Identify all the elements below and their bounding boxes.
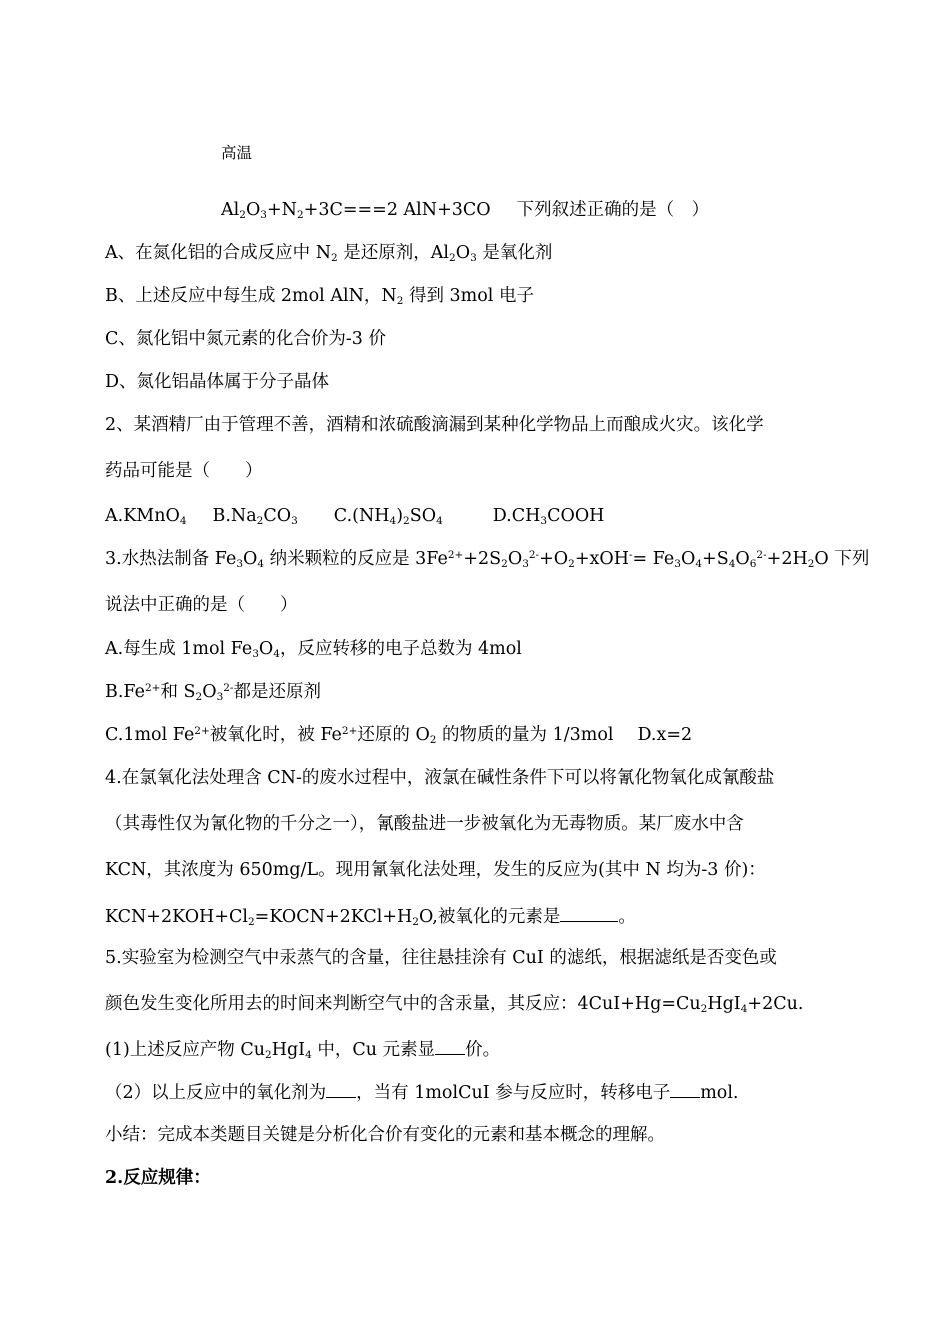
summary-note: 小结：完成本类题目关键是分析化合价有变化的元素和基本概念的理解。 (105, 1125, 665, 1145)
q3-option-d: D.x=2 (637, 725, 693, 745)
q1-option-c: C、氮化铝中氮元素的化合价为-3 价 (105, 329, 386, 349)
q3-option-a: A.每生成 1mol $Fe_3O_4$，反应转移的电子总数为 4mol (105, 639, 522, 660)
q3-options-cd (105, 723, 692, 747)
q2-option-d: $D.CH_3COOH$ (492, 506, 605, 527)
q2-option-c: $C.(NH_4)_2SO_4$ (333, 506, 443, 527)
answer-blank (670, 1079, 700, 1098)
q3-option-b: $B.Fe^{2+}$和 $S_2O_3^{2-}$都是还原剂 (105, 682, 321, 703)
q5-line2: 颜色发生变化所用去的时间来判断空气中的含汞量，其反应：$4CuI+Hg=Cu_2HgI_4+2Cu$. (105, 994, 804, 1015)
q1-option-b: B、上述反应中每生成 2mol AlN，$N_2$ 得到 3mol 电子 (105, 286, 534, 307)
section-heading: 2.反应规律： (105, 1168, 211, 1188)
q3-stem-line2: 说法中正确的是（ ） (105, 595, 298, 615)
reaction-condition-note: 高温 (221, 144, 253, 162)
answer-blank (560, 903, 618, 922)
answer-blank (326, 1079, 356, 1098)
q4-line4: $KCN+2KOH+Cl_2=KOCN+2KCl+H_2O$,被氧化的元素是 。 (105, 903, 636, 929)
q5-part1: (1)上述反应产物 $Cu_2HgI_4$ 中，Cu 元素显 价。 (105, 1036, 500, 1062)
q1-option-a: A、在氮化铝的合成反应中 $N_2$ 是还原剂，$Al_2O_3$ 是氧化剂 (105, 243, 553, 264)
q2-option-b: $B.Na_2CO_3$ (212, 506, 298, 527)
reaction-equation: $Al_2O_3+N_2+3C===2$ AlN+3CO 下列叙述正确的是（ ） (221, 200, 710, 221)
q2-stem-line2: 药品可能是（ ） (105, 461, 263, 481)
q3-stem-line1: 3.水热法制备 $Fe_3O_4$ 纳米颗粒的反应是 $3Fe^{2+}+2S_2O_3^{2-}+O_2+xOH^-= Fe_3O_4+S_4O_6^{2-}+2H_2O$ 下列 (105, 549, 870, 570)
q5-line1: 5.实验室为检测空气中汞蒸气的含量，往往悬挂涂有 CuI 的滤纸，根据滤纸是否变色或 (105, 948, 777, 968)
q2-stem-line1: 2、某酒精厂由于管理不善，酒精和浓硫酸滴漏到某种化学物品上而酿成火灾。该化学 (105, 415, 764, 435)
q4-line3: KCN，其浓度为 650mg/L。现用氰氧化法处理，发生的反应为(其中 N 均为-3 价)： (105, 860, 766, 880)
q3-option-c: C.1mol $Fe^{2+}$被氧化时，被 $Fe^{2+}$还原的 $O_2$ 的物质的量为 1/3mol (105, 725, 614, 746)
q2-options (105, 504, 604, 528)
q2-option-a: A.KMnO$_4$ (105, 506, 187, 527)
q4-line2: （其毒性仅为氰化物的千分之一），氰酸盐进一步被氧化为无毒物质。某厂废水中含 (105, 814, 744, 834)
q1-option-d: D、氮化铝晶体属于分子晶体 (105, 372, 330, 392)
answer-blank (435, 1036, 465, 1055)
q5-part2: （2）以上反应中的氧化剂为 ，当有 1molCuI 参与反应时，转移电子 mol. (105, 1079, 739, 1105)
q4-line1: 4.在氯氧化法处理含 CN-的废水过程中，液氯在碱性条件下可以将氰化物氧化成氰酸盐 (105, 768, 775, 788)
